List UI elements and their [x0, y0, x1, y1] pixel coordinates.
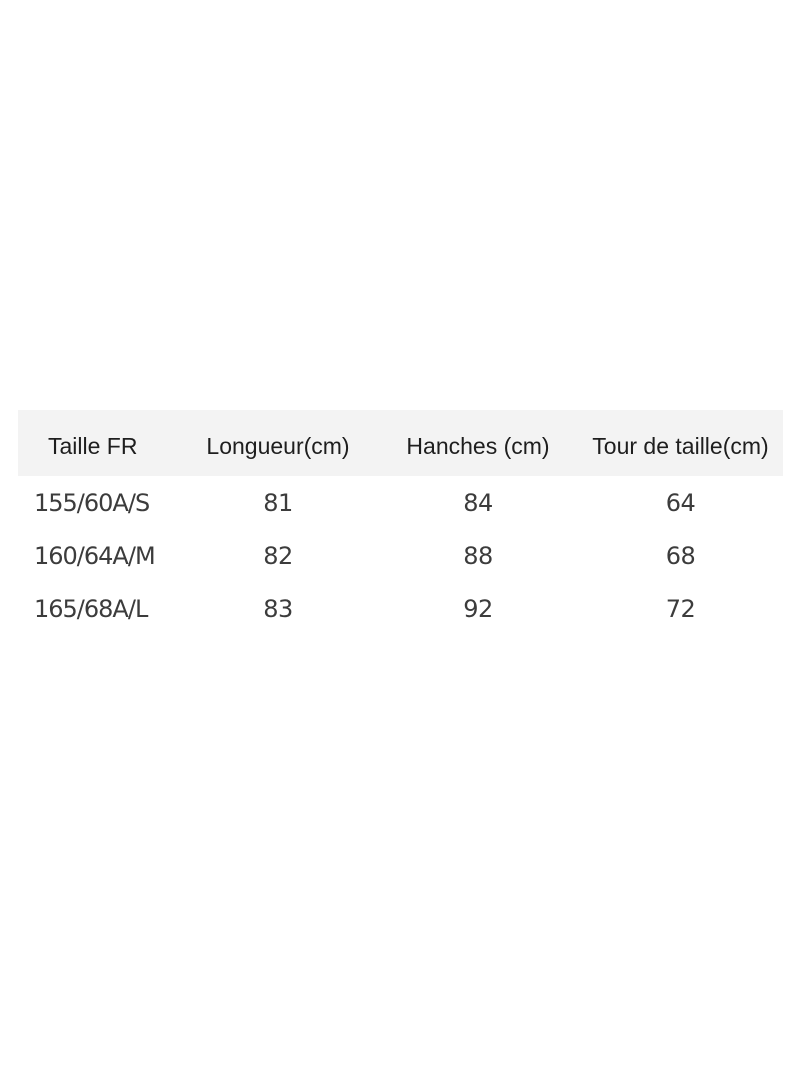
cell-hips: 92	[463, 594, 493, 623]
cell-length: 81	[263, 488, 293, 517]
table-row	[18, 582, 783, 635]
table-row	[18, 529, 783, 582]
header-hips: Hanches (cm)	[406, 432, 550, 459]
cell-length: 83	[263, 594, 293, 623]
cell-size: 160/64A/M	[34, 541, 155, 570]
cell-length: 82	[263, 541, 293, 570]
cell-waist: 64	[665, 488, 696, 517]
cell-waist: 68	[665, 541, 696, 570]
table-row	[18, 476, 783, 529]
header-waist: Tour de taille(cm)	[592, 432, 769, 459]
cell-hips: 88	[463, 541, 493, 570]
cell-waist: 72	[665, 594, 696, 623]
cell-size: 155/60A/S	[34, 488, 150, 517]
header-size-fr: Taille FR	[48, 432, 138, 459]
cell-hips: 84	[463, 488, 493, 517]
cell-size: 165/68A/L	[34, 594, 148, 623]
header-length: Longueur(cm)	[206, 432, 350, 459]
size-chart-table	[18, 410, 783, 635]
table-header-row	[18, 410, 783, 476]
